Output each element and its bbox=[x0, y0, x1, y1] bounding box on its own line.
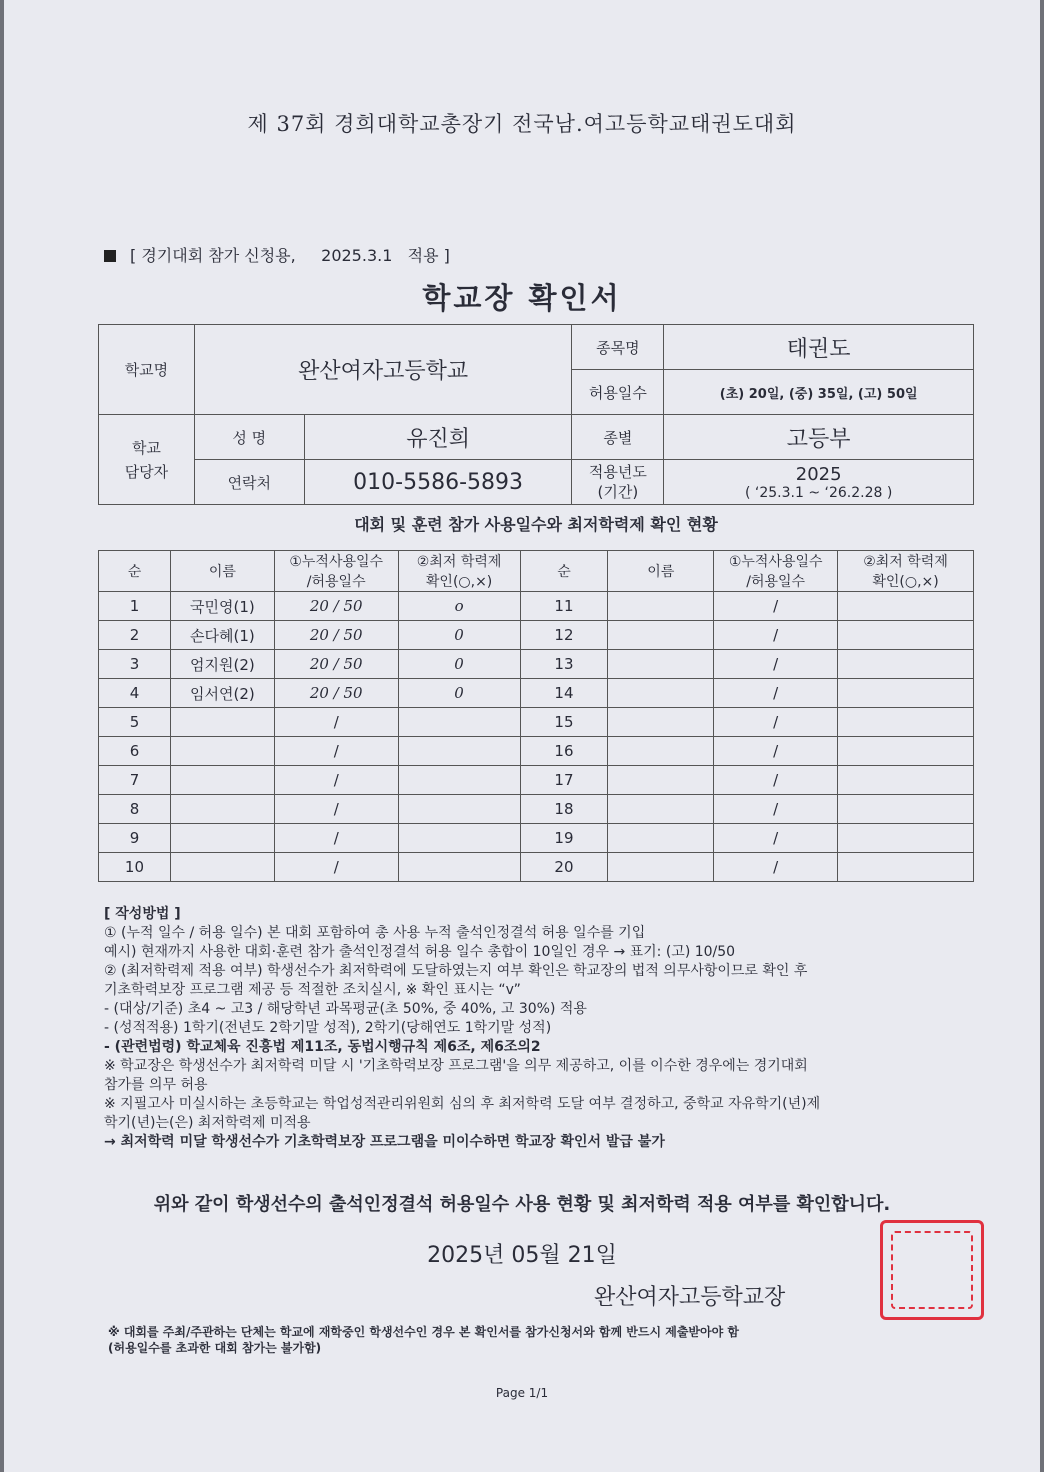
days-used: / bbox=[274, 708, 398, 737]
principal-name: 완산여자고등학교장 bbox=[594, 1285, 786, 1310]
student-name bbox=[170, 795, 274, 824]
days-used: / bbox=[714, 650, 838, 679]
student-name: 손다혜(1) bbox=[170, 621, 274, 650]
allowed-days-label: 허용일수 bbox=[572, 370, 664, 415]
table-row bbox=[99, 679, 974, 708]
days-used: 20 / 50 bbox=[274, 650, 398, 679]
row-number: 12 bbox=[520, 621, 608, 650]
form-subtitle: [ 경기대회 참가 신청용, 2025.3.1 적용 ] bbox=[104, 243, 450, 266]
row-number: 1 bbox=[99, 592, 171, 621]
row-number: 6 bbox=[99, 737, 171, 766]
achievement-check bbox=[838, 708, 974, 737]
days-used: / bbox=[714, 708, 838, 737]
row-number: 13 bbox=[520, 650, 608, 679]
school-label: 학교명 bbox=[99, 325, 195, 415]
page-title: 학교장 확인서 bbox=[422, 281, 622, 315]
instruction-line: - (관련법령) 학교체육 진흥법 제11조, 동법시행규칙 제6조, 제6조의2 bbox=[104, 1039, 541, 1055]
row-number: 16 bbox=[520, 737, 608, 766]
student-name: 임서연(2) bbox=[170, 679, 274, 708]
year-cell bbox=[664, 460, 974, 505]
days-used: / bbox=[714, 795, 838, 824]
student-name bbox=[608, 679, 714, 708]
days-used: / bbox=[714, 824, 838, 853]
student-name bbox=[608, 592, 714, 621]
name-value: 유진희 bbox=[304, 415, 572, 460]
row-number: 11 bbox=[520, 592, 608, 621]
achievement-check bbox=[838, 853, 974, 882]
instruction-line: - (대상/기준) 초4 ~ 고3 / 해당학년 과목평균(초 50%, 중 40%, 고 30%) 적용 bbox=[104, 1001, 587, 1017]
issue-date: 2025년 05월 21일 bbox=[427, 1243, 617, 1268]
event-label: 종목명 bbox=[572, 325, 664, 370]
instruction-line: → 최저학력 미달 학생선수가 기초학력보장 프로그램을 미이수하면 학교장 확인서 발급 불가 bbox=[104, 1134, 665, 1150]
achievement-check bbox=[838, 679, 974, 708]
achievement-check: 0 bbox=[398, 621, 520, 650]
student-name bbox=[170, 853, 274, 882]
days-used: / bbox=[714, 592, 838, 621]
achievement-check bbox=[398, 737, 520, 766]
instruction-line: 참가를 의무 허용 bbox=[104, 1077, 208, 1093]
row-number: 9 bbox=[99, 824, 171, 853]
row-number: 2 bbox=[99, 621, 171, 650]
student-name bbox=[608, 621, 714, 650]
row-number: 10 bbox=[99, 853, 171, 882]
header-name: 이름 bbox=[608, 551, 714, 592]
student-name: 엄지원(2) bbox=[170, 650, 274, 679]
days-used: / bbox=[274, 853, 398, 882]
table-row bbox=[99, 621, 974, 650]
table-row bbox=[99, 737, 974, 766]
table-row bbox=[99, 853, 974, 882]
row-number: 5 bbox=[99, 708, 171, 737]
achievement-check bbox=[838, 824, 974, 853]
days-used: / bbox=[714, 679, 838, 708]
row-number: 14 bbox=[520, 679, 608, 708]
phone-value: 010-5586-5893 bbox=[304, 460, 572, 505]
row-number: 20 bbox=[520, 853, 608, 882]
instruction-line: 예시) 현재까지 사용한 대회·훈련 참가 출석인정결석 허용 일수 총합이 10일인 경우 → 표기: (고) 10/50 bbox=[104, 944, 736, 960]
table-row bbox=[99, 708, 974, 737]
instruction-line: ※ 학교장은 학생선수가 최저학력 미달 시 '기초학력보장 프로그램'을 의무 제공하고, 이를 이수한 경우에는 경기대회 bbox=[104, 1058, 808, 1074]
row-number: 3 bbox=[99, 650, 171, 679]
header-check: ②최저 학력제 확인(○,×) bbox=[838, 551, 974, 592]
event-value: 태권도 bbox=[664, 325, 974, 370]
days-used: 20 / 50 bbox=[274, 679, 398, 708]
student-name bbox=[608, 824, 714, 853]
achievement-check bbox=[398, 708, 520, 737]
official-seal-stamp bbox=[880, 1220, 984, 1320]
row-number: 15 bbox=[520, 708, 608, 737]
student-name bbox=[170, 766, 274, 795]
table-row bbox=[99, 824, 974, 853]
student-name: 국민영(1) bbox=[170, 592, 274, 621]
days-used: / bbox=[714, 737, 838, 766]
header-days: ①누적사용일수 /허용일수 bbox=[714, 551, 838, 592]
school-value: 완산여자고등학교 bbox=[194, 325, 572, 415]
student-name bbox=[608, 795, 714, 824]
student-name bbox=[170, 824, 274, 853]
days-used: / bbox=[274, 795, 398, 824]
phone-label: 연락처 bbox=[194, 460, 304, 505]
square-bullet-icon bbox=[104, 250, 116, 262]
page-number: Page 1/1 bbox=[495, 1386, 549, 1400]
competition-title: 제 37회 경희대학교총장기 전국남.여고등학교태권도대회 bbox=[247, 112, 797, 136]
instruction-line: 학기(년)는(은) 최저학력제 미적용 bbox=[104, 1115, 311, 1131]
name-label: 성 명 bbox=[194, 415, 304, 460]
row-number: 4 bbox=[99, 679, 171, 708]
achievement-check: o bbox=[398, 592, 520, 621]
achievement-check bbox=[838, 766, 974, 795]
achievement-check bbox=[398, 853, 520, 882]
student-name bbox=[170, 708, 274, 737]
table-row bbox=[99, 795, 974, 824]
days-used: / bbox=[274, 737, 398, 766]
days-used: / bbox=[274, 824, 398, 853]
instructions bbox=[104, 905, 994, 1152]
days-used: 20 / 50 bbox=[274, 592, 398, 621]
instruction-line: ※ 지필고사 미실시하는 초등학교는 학업성적관리위원회 심의 후 최저학력 도달 여부 결정하고, 중학교 자유학기(년)제 bbox=[104, 1096, 821, 1112]
confirmation-statement: 위와 같이 학생선수의 출석인정결석 허용일수 사용 현황 및 최저학력 적용 여부를 확인합니다. bbox=[153, 1194, 891, 1215]
year-value: 2025 bbox=[795, 463, 842, 485]
row-number: 19 bbox=[520, 824, 608, 853]
student-name bbox=[608, 708, 714, 737]
achievement-check bbox=[838, 650, 974, 679]
days-used: / bbox=[714, 621, 838, 650]
student-name bbox=[608, 766, 714, 795]
achievement-check: 0 bbox=[398, 650, 520, 679]
roster-table bbox=[98, 550, 974, 882]
days-used: / bbox=[274, 766, 398, 795]
header-no: 순 bbox=[520, 551, 608, 592]
achievement-check bbox=[838, 795, 974, 824]
header-check: ②최저 학력제 확인(○,×) bbox=[398, 551, 520, 592]
student-name bbox=[608, 650, 714, 679]
footnote: ※ 대회를 주최/주관하는 단체는 학교에 재학중인 학생선수인 경우 본 확인서를 참가신청서와 함께 반드시 제출받아야 함 (허용일수를 초과한 대회 참가는 불가함) bbox=[108, 1325, 739, 1355]
allowed-days-value: (초) 20일, (중) 35일, (고) 50일 bbox=[664, 370, 974, 415]
row-number: 18 bbox=[520, 795, 608, 824]
days-used: 20 / 50 bbox=[274, 621, 398, 650]
status-banner: 대회 및 훈련 참가 사용일수와 최저학력제 확인 현황 bbox=[354, 515, 718, 534]
header-days: ①누적사용일수 /허용일수 bbox=[274, 551, 398, 592]
roster-header-row bbox=[99, 551, 974, 592]
student-name bbox=[608, 853, 714, 882]
division-label: 종별 bbox=[572, 415, 664, 460]
school-info-table bbox=[98, 324, 974, 505]
instruction-line: 기초학력보장 프로그램 제공 등 적절한 조치실시, ※ 확인 표시는 “v” bbox=[104, 982, 521, 998]
division-value: 고등부 bbox=[664, 415, 974, 460]
achievement-check bbox=[398, 795, 520, 824]
instruction-line: [ 작성방법 ] bbox=[104, 906, 181, 922]
achievement-check bbox=[398, 766, 520, 795]
achievement-check bbox=[838, 737, 974, 766]
year-period: ( ‘25.3.1 ~ ‘26.2.28 ) bbox=[745, 484, 893, 501]
document-page bbox=[4, 0, 1040, 1472]
contact-label: 학교 담당자 bbox=[99, 415, 195, 505]
days-used: / bbox=[714, 853, 838, 882]
days-used: / bbox=[714, 766, 838, 795]
achievement-check bbox=[838, 592, 974, 621]
student-name bbox=[170, 737, 274, 766]
achievement-check bbox=[838, 621, 974, 650]
header-no: 순 bbox=[99, 551, 171, 592]
table-row bbox=[99, 766, 974, 795]
student-name bbox=[608, 737, 714, 766]
instruction-line: ② (최저학력제 적용 여부) 학생선수가 최저학력에 도달하였는지 여부 확인은 학교장의 법적 의무사항이므로 확인 후 bbox=[104, 963, 808, 979]
year-label: 적용년도 (기간) bbox=[572, 460, 664, 505]
instruction-line: ① (누적 일수 / 허용 일수) 본 대회 포함하여 총 사용 누적 출석인정결석 허용 일수를 기입 bbox=[104, 925, 646, 941]
achievement-check: 0 bbox=[398, 679, 520, 708]
instruction-line: - (성적적용) 1학기(전년도 2학기말 성적), 2학기(당해연도 1학기말 성적) bbox=[104, 1020, 552, 1036]
row-number: 8 bbox=[99, 795, 171, 824]
table-row bbox=[99, 592, 974, 621]
row-number: 7 bbox=[99, 766, 171, 795]
achievement-check bbox=[398, 824, 520, 853]
row-number: 17 bbox=[520, 766, 608, 795]
table-row bbox=[99, 650, 974, 679]
header-name: 이름 bbox=[170, 551, 274, 592]
